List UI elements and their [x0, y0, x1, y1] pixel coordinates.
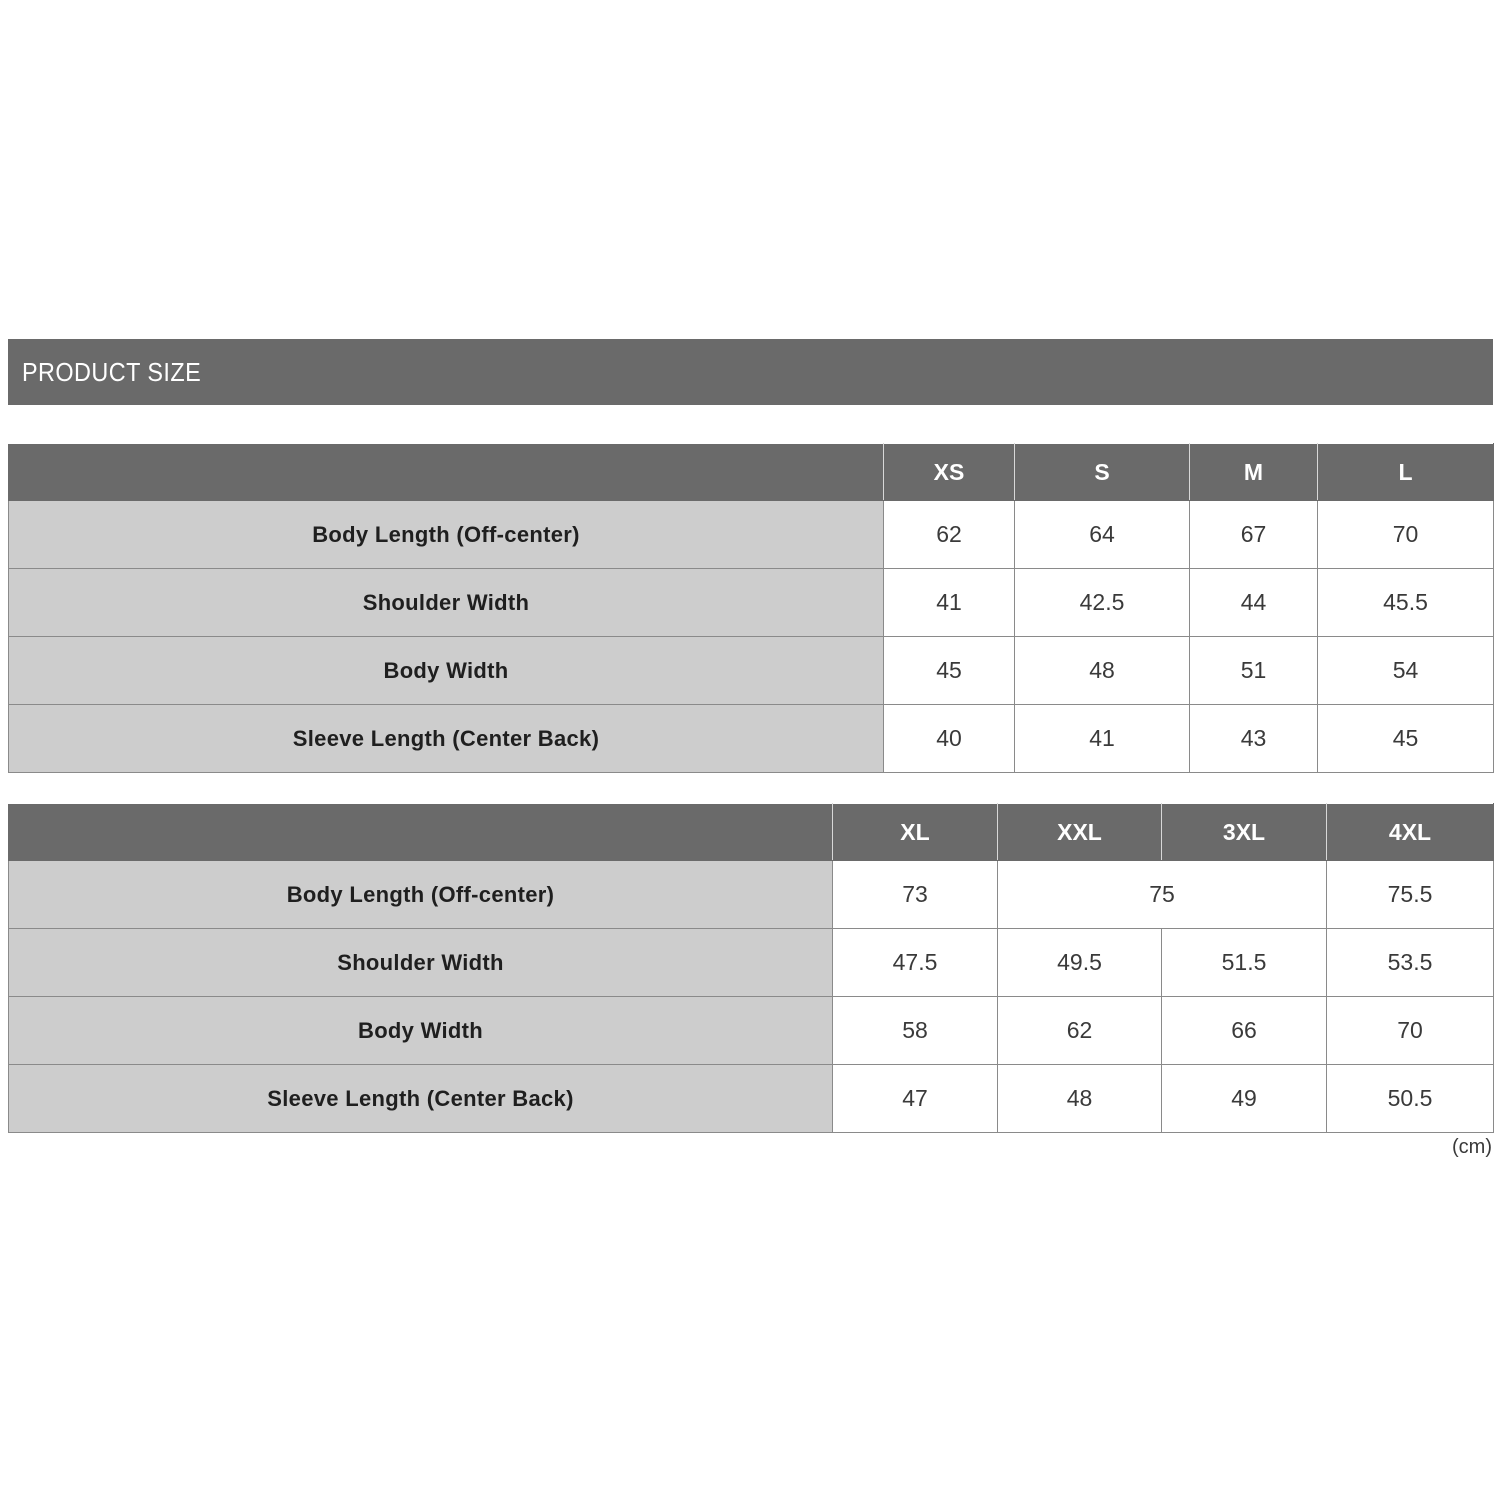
row-label-shoulder-width: Shoulder Width	[9, 569, 884, 637]
value-cell: 40	[884, 705, 1015, 773]
value-cell: 48	[1015, 637, 1190, 705]
value-cell: 67	[1190, 501, 1318, 569]
value-cell: 73	[833, 861, 998, 929]
table-row	[9, 929, 1494, 997]
size-header-3xl: 3XL	[1162, 804, 1327, 861]
value-cell: 48	[998, 1065, 1162, 1133]
value-cell: 42.5	[1015, 569, 1190, 637]
value-cell: 54	[1318, 637, 1494, 705]
size-header-m: M	[1190, 444, 1318, 501]
value-cell: 41	[1015, 705, 1190, 773]
table-row	[9, 861, 1494, 929]
value-cell: 49	[1162, 1065, 1327, 1133]
value-cell: 50.5	[1327, 1065, 1494, 1133]
unit-note: (cm)	[1452, 1136, 1492, 1158]
banner-title: PRODUCT SIZE	[22, 357, 202, 387]
value-cell: 75.5	[1327, 861, 1494, 929]
value-cell: 49.5	[998, 929, 1162, 997]
header-corner-cell	[9, 444, 884, 501]
table-row	[9, 1065, 1494, 1133]
size-table-xl-to-4xl	[8, 803, 1494, 1133]
size-header-l: L	[1318, 444, 1494, 501]
row-label-body-length: Body Length (Off-center)	[9, 861, 833, 929]
row-label-sleeve-length: Sleeve Length (Center Back)	[9, 705, 884, 773]
value-cell: 47.5	[833, 929, 998, 997]
table-row	[9, 637, 1494, 705]
size-table-xs-to-l	[8, 443, 1494, 773]
product-size-banner	[8, 339, 1493, 405]
value-cell: 45	[1318, 705, 1494, 773]
size-header-xl: XL	[833, 804, 998, 861]
value-cell: 70	[1318, 501, 1494, 569]
value-cell: 66	[1162, 997, 1327, 1065]
table-row	[9, 997, 1494, 1065]
size-header-row	[9, 804, 1494, 861]
value-cell: 44	[1190, 569, 1318, 637]
value-cell: 51	[1190, 637, 1318, 705]
row-label-sleeve-length: Sleeve Length (Center Back)	[9, 1065, 833, 1133]
value-cell: 45	[884, 637, 1015, 705]
size-header-row	[9, 444, 1494, 501]
value-cell: 58	[833, 997, 998, 1065]
value-cell: 51.5	[1162, 929, 1327, 997]
size-header-xxl: XXL	[998, 804, 1162, 861]
row-label-shoulder-width: Shoulder Width	[9, 929, 833, 997]
size-header-4xl: 4XL	[1327, 804, 1494, 861]
header-corner-cell	[9, 804, 833, 861]
value-cell: 62	[884, 501, 1015, 569]
row-label-body-width: Body Width	[9, 997, 833, 1065]
value-cell: 53.5	[1327, 929, 1494, 997]
value-cell: 43	[1190, 705, 1318, 773]
size-header-s: S	[1015, 444, 1190, 501]
value-cell-merged: 75	[998, 861, 1327, 929]
row-label-body-length: Body Length (Off-center)	[9, 501, 884, 569]
value-cell: 45.5	[1318, 569, 1494, 637]
value-cell: 70	[1327, 997, 1494, 1065]
value-cell: 64	[1015, 501, 1190, 569]
row-label-body-width: Body Width	[9, 637, 884, 705]
value-cell: 47	[833, 1065, 998, 1133]
value-cell: 41	[884, 569, 1015, 637]
value-cell: 62	[998, 997, 1162, 1065]
table-row	[9, 569, 1494, 637]
table-row	[9, 705, 1494, 773]
table-row	[9, 501, 1494, 569]
size-header-xs: XS	[884, 444, 1015, 501]
